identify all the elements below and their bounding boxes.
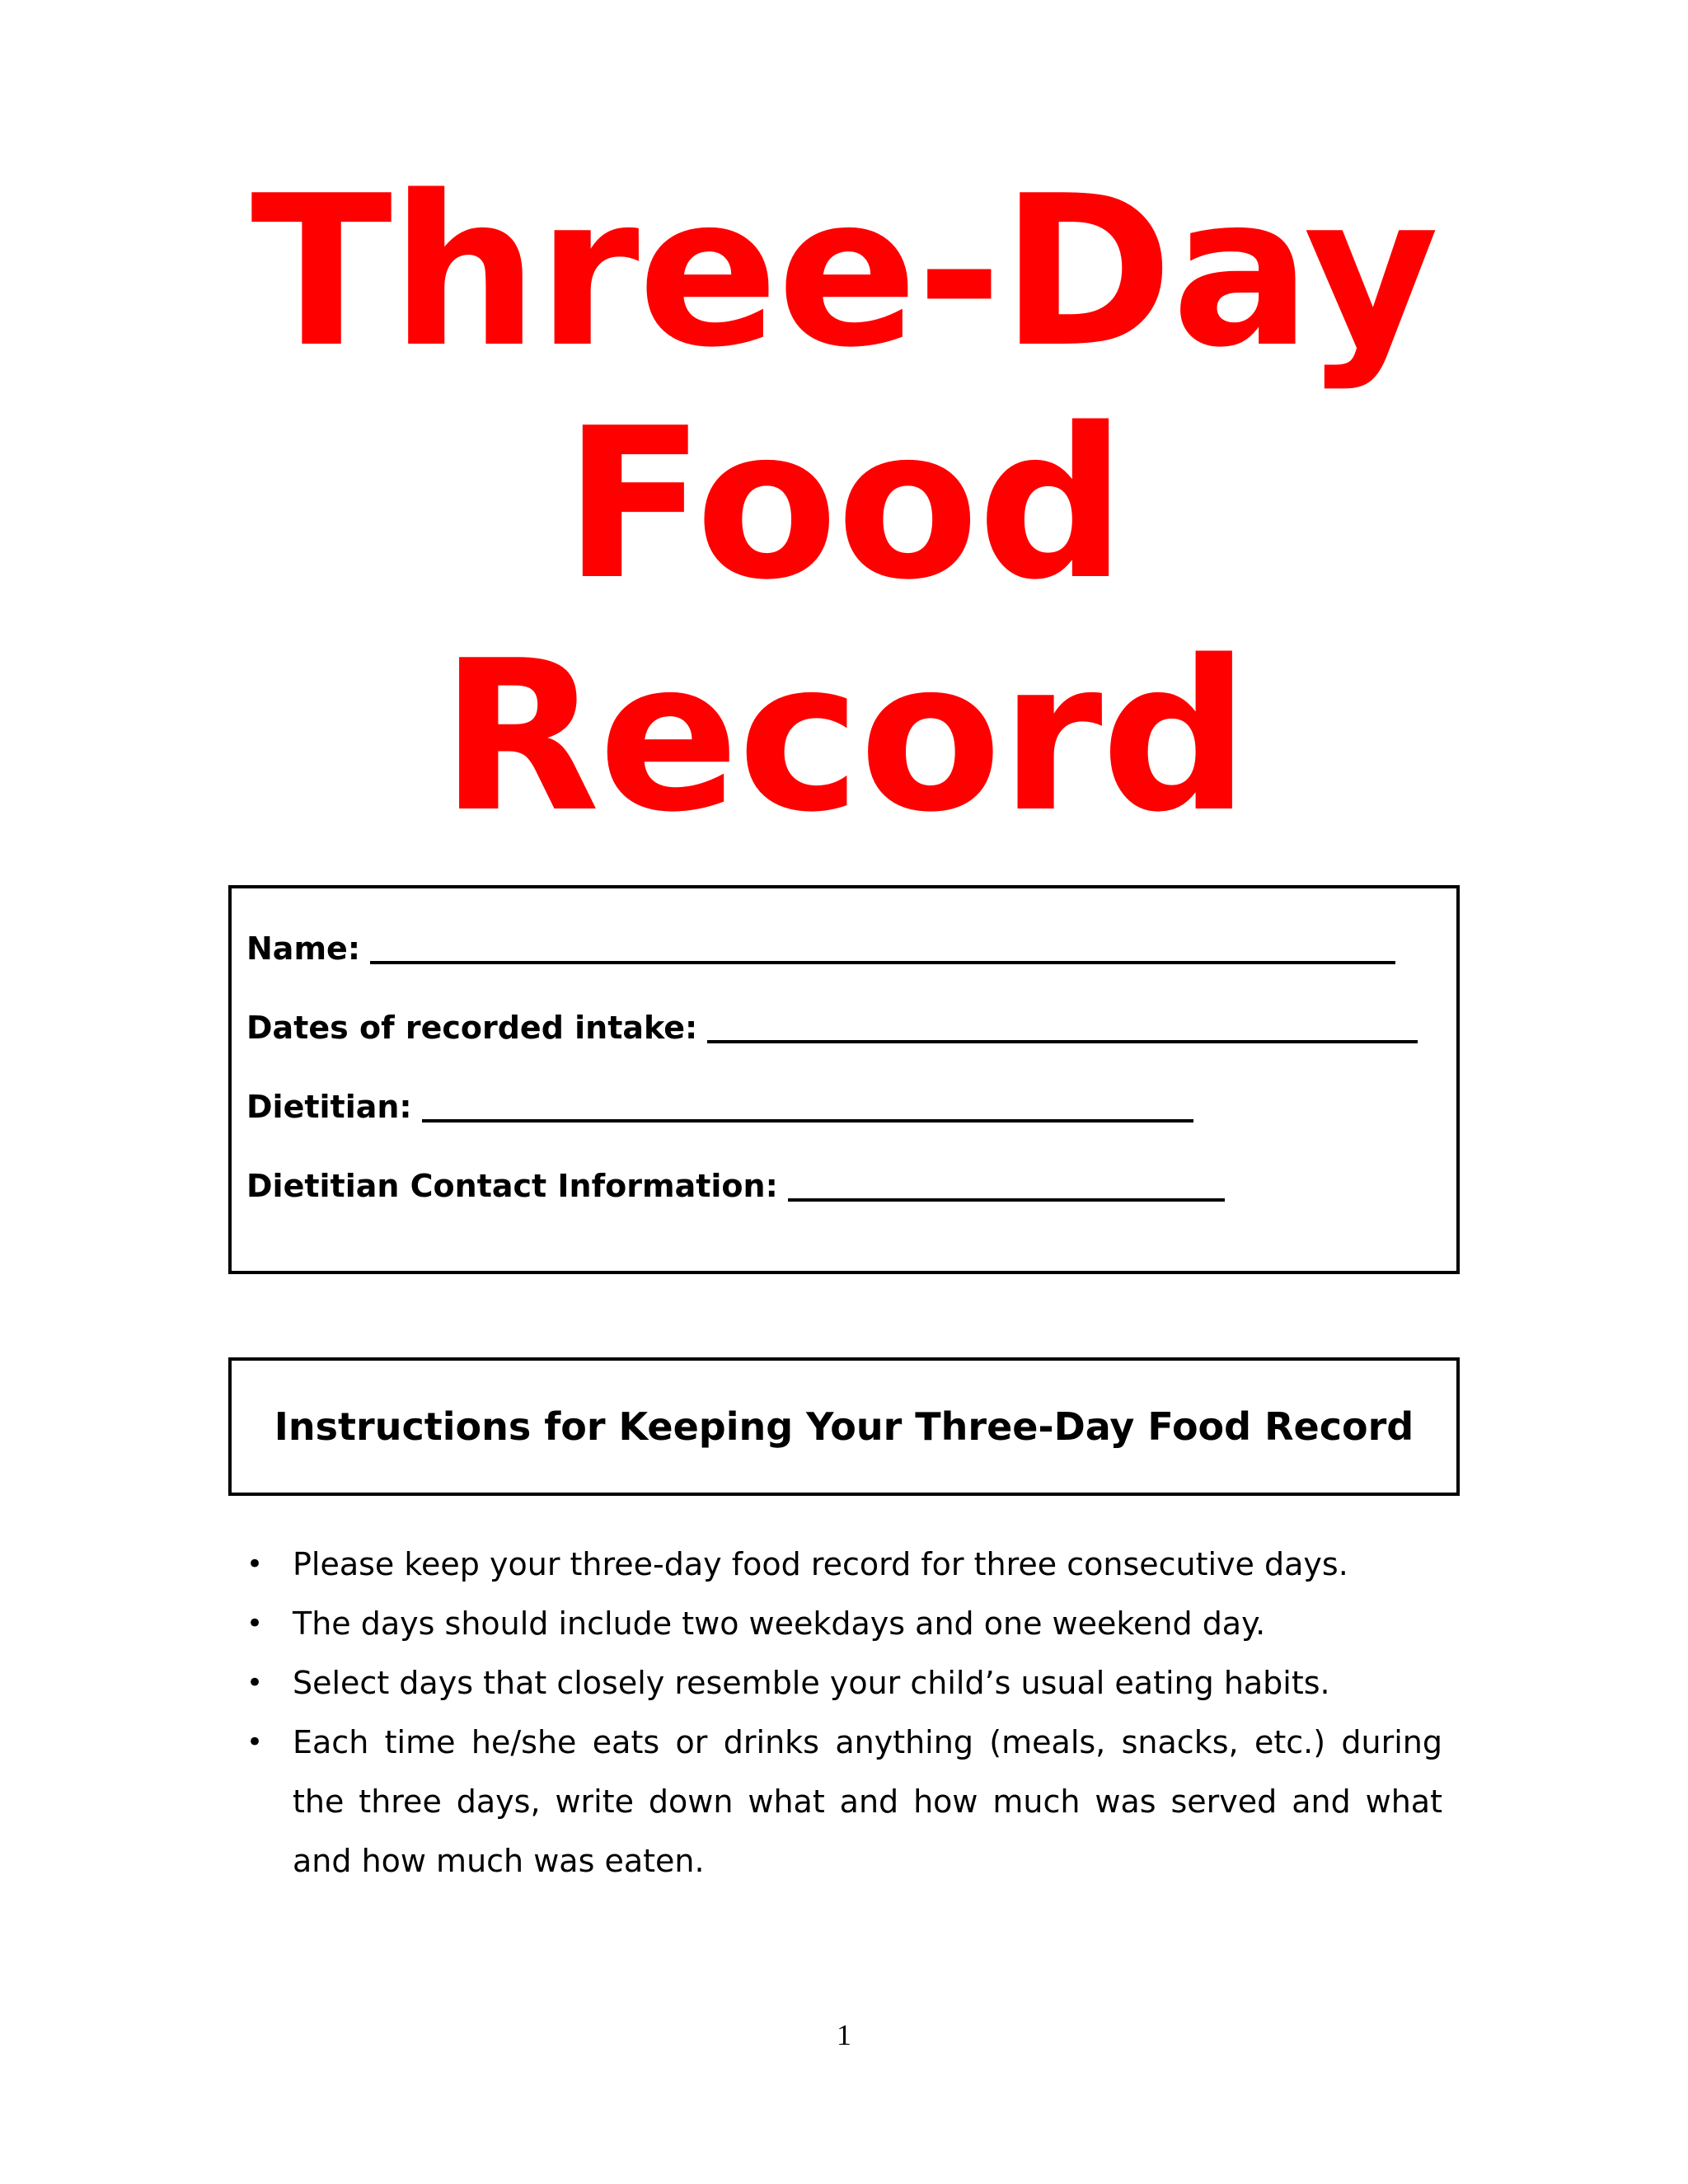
list-item-text: The days should include two weekdays and one weekend day.: [293, 1605, 1266, 1642]
dates-label: Dates of recorded intake:: [246, 1010, 698, 1046]
instructions-heading: Instructions for Keeping Your Three-Day Food Record: [274, 1404, 1414, 1449]
name-field: [246, 930, 1395, 968]
dietitian-contact-blank-line[interactable]: [788, 1169, 1225, 1202]
instructions-heading-box: [228, 1357, 1460, 1496]
name-blank-line[interactable]: [370, 931, 1395, 964]
dates-field: [246, 1009, 1418, 1047]
title-line-1: Three-Day: [251, 152, 1437, 393]
dietitian-contact-label: Dietitian Contact Information:: [246, 1168, 778, 1204]
bullet-icon: •: [246, 1548, 264, 1581]
list-item-text: Each time he/she eats or drinks anything (meals, snacks, etc.) during the three days, write down what and how much was served and what and how much was eaten.: [293, 1724, 1442, 1879]
bullet-icon: •: [246, 1726, 264, 1759]
list-item-text: Select days that closely resemble your child’s usual eating habits.: [293, 1665, 1330, 1701]
dietitian-label: Dietitian:: [246, 1089, 412, 1125]
list-item: [243, 1653, 1442, 1713]
list-item-text: Please keep your three-day food record for three consecutive days.: [293, 1546, 1348, 1582]
dietitian-blank-line[interactable]: [422, 1090, 1193, 1122]
name-label: Name:: [246, 930, 361, 967]
title-line-2: Food: [563, 384, 1125, 626]
dietitian-contact-field: [246, 1167, 1225, 1205]
dates-blank-line[interactable]: [707, 1010, 1418, 1043]
instructions-list: [243, 1535, 1442, 1891]
list-item: [243, 1594, 1442, 1653]
dietitian-field: [246, 1088, 1193, 1126]
page-number: 1: [837, 2018, 851, 2051]
patient-info-box: [228, 885, 1460, 1274]
list-item: [243, 1713, 1442, 1891]
page-title: [0, 152, 1688, 858]
list-item: [243, 1535, 1442, 1594]
bullet-icon: •: [246, 1666, 264, 1699]
title-line-3: Record: [439, 616, 1249, 858]
bullet-icon: •: [246, 1607, 264, 1640]
